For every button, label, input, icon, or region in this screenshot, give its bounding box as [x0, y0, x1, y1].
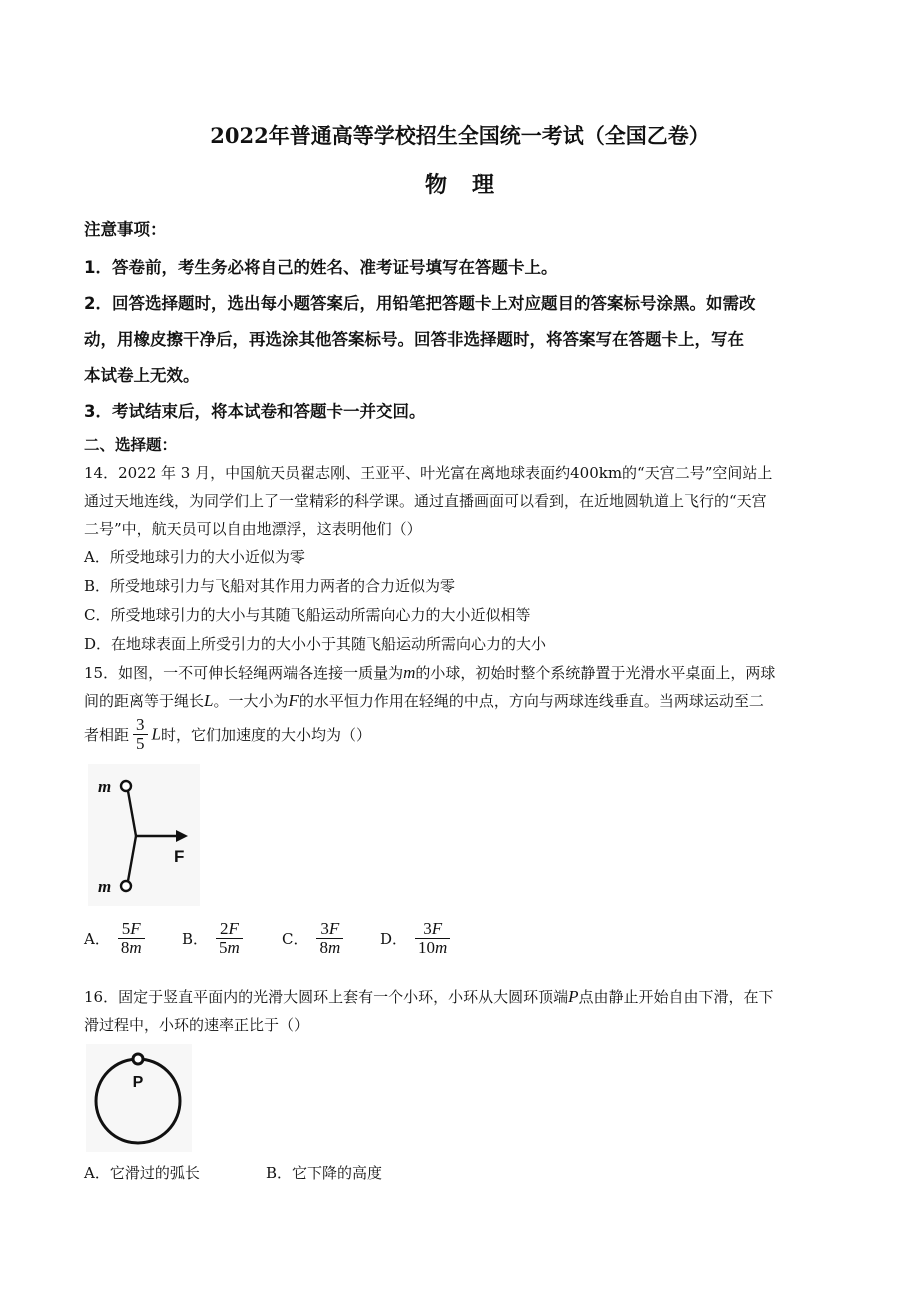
option-fraction [415, 920, 450, 957]
option-label: A． [84, 929, 110, 948]
q16-line-1 [84, 986, 774, 1007]
q15-text: 间的距离等于绳长 [84, 692, 205, 710]
subject-char-2: 理 [472, 172, 496, 198]
fraction-numerator: 3 [136, 715, 145, 734]
notice-item-2-line-2: 动，用橡皮擦干净后，再选涂其他答案标号。回答非选择题时，将答案写在答题卡上，写在 [84, 330, 744, 349]
q16-text: 16．固定于竖直平面内的光滑大圆环上套有一个小环，小环从大圆环顶端 [84, 988, 569, 1006]
q14-line-1: 14．2022 年 3 月，中国航天员翟志刚、王亚平、叶光富在离地球表面约400km的“天宫二号”空间站上 [84, 464, 773, 482]
q15-text: 。一大小为 [213, 692, 289, 710]
q15-var-f: F [288, 691, 299, 710]
point-p-label: P [132, 1074, 144, 1091]
q14-option-b: B．所受地球引力与飞船对其作用力两者的合力近似为零 [84, 577, 456, 595]
notice-item-2-line-1: 2．回答选择题时，选出每小题答案后，用铅笔把答题卡上对应题目的答案标号涂黑。如需改 [84, 294, 756, 313]
option-fraction [118, 920, 145, 957]
q15-line-1 [84, 662, 775, 683]
q15-option-c [282, 920, 347, 957]
q15-var-m: m [403, 663, 416, 682]
notice-item-3: 3．考试结束后，将本试卷和答题卡一并交回。 [84, 402, 426, 421]
q15-option-d [380, 920, 454, 957]
q15-text: 的小球，初始时整个系统静置于光滑水平桌面上，两球 [415, 664, 776, 682]
q16-option-b: B．它下降的高度 [266, 1164, 383, 1182]
force-label: F [174, 847, 185, 866]
fraction-numerator: 3F [320, 919, 340, 938]
q15-option-a [84, 920, 149, 957]
q15-text: 时，它们加速度的大小均为（） [160, 725, 371, 744]
option-label: B． [182, 929, 209, 948]
notice-item-2-line-3: 本试卷上无效。 [84, 366, 200, 385]
q15-var-l: L [151, 724, 161, 744]
small-ring-icon [133, 1054, 143, 1064]
fraction-numerator: 5F [121, 919, 141, 938]
top-mass-label: m [98, 777, 112, 796]
fraction-denominator: 8m [118, 938, 145, 957]
fraction-numerator: 2F [219, 919, 239, 938]
q15-option-b [182, 920, 247, 957]
section-heading: 二、选择题： [84, 436, 178, 454]
q15-figure [88, 764, 200, 906]
top-ball-icon [121, 781, 131, 791]
q15-distance-fraction [133, 716, 148, 753]
option-fraction [216, 920, 243, 957]
q16-line-2: 滑过程中，小环的速率正比于（） [84, 1016, 310, 1034]
q16-var-p: P [568, 987, 579, 1006]
subject-title [0, 168, 920, 199]
q16-text: 点由静止开始自由下滑，在下 [578, 988, 774, 1006]
fraction-denominator: 5m [216, 938, 243, 957]
q15-text: 15．如图，一不可伸长轻绳两端各连接一质量为 [84, 664, 404, 682]
q14-line-3: 二号”中，航天员可以自由地漂浮，这表明他们（） [84, 520, 422, 538]
q14-option-a: A．所受地球引力的大小近似为零 [84, 548, 305, 566]
bottom-ball-icon [121, 881, 131, 891]
q15-line-2 [84, 690, 764, 711]
option-label: C． [282, 929, 309, 948]
q16-figure [86, 1044, 192, 1152]
q15-var-l: L [204, 691, 214, 710]
q14-option-c: C．所受地球引力的大小与其随飞船运动所需向心力的大小近似相等 [84, 606, 531, 624]
option-label: D． [380, 929, 408, 948]
exam-title: 2022年普通高等学校招生全国统一考试（全国乙卷） [210, 123, 710, 148]
option-fraction [316, 920, 343, 957]
q15-line-3 [84, 716, 371, 753]
q15-text: 的水平恒力作用在轻绳的中点，方向与两球连线垂直。当两球运动至二 [298, 692, 764, 710]
fraction-numerator: 3F [423, 919, 443, 938]
notice-item-1: 1．答卷前，考生务必将自己的姓名、准考证号填写在答题卡上。 [84, 258, 558, 277]
fraction-denominator: 5 [133, 734, 148, 753]
bottom-mass-label: m [98, 877, 112, 896]
q15-text: 者相距 [84, 725, 130, 744]
fraction-denominator: 10m [415, 938, 450, 957]
notice-heading: 注意事项： [84, 220, 167, 239]
q16-option-a: A．它滑过的弧长 [84, 1164, 200, 1182]
fraction-denominator: 8m [316, 938, 343, 957]
q14-line-2: 通过天地连线，为同学们上了一堂精彩的科学课。通过直播画面可以看到，在近地圆轨道上飞行的“天宫 [84, 492, 767, 510]
subject-char-1: 物 [424, 172, 448, 198]
q14-option-d: D．在地球表面上所受引力的大小小于其随飞船运动所需向心力的大小 [84, 635, 547, 653]
